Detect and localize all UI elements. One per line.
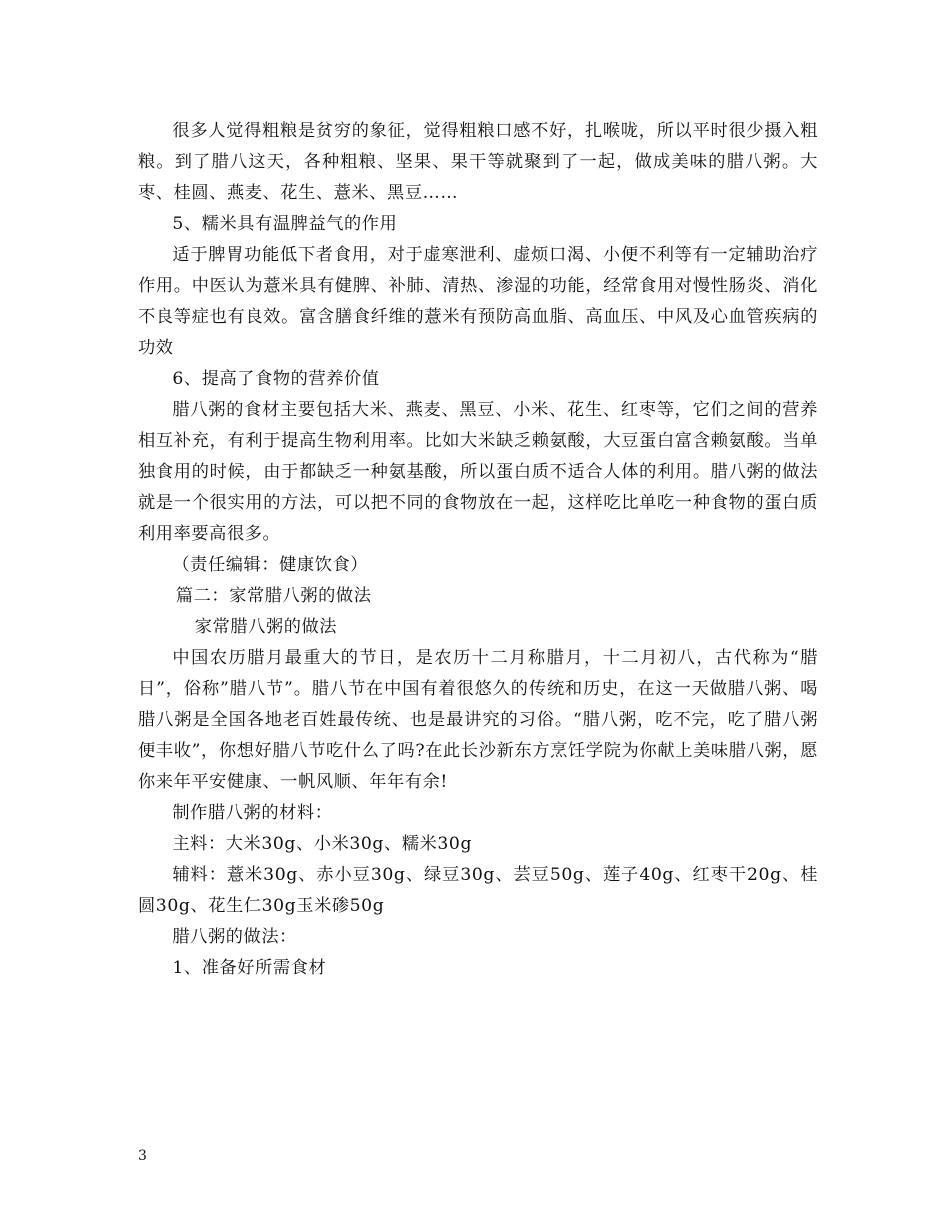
main-ingredients: 主料：大米30g、小米30g、糯米30g [172, 834, 473, 854]
page-number: 3 [138, 1148, 147, 1164]
editor-note: （责任编辑：健康饮食） [172, 555, 369, 575]
chapter-subtitle: 家常腊八粥的做法 [194, 617, 338, 637]
document-body [138, 116, 818, 984]
step-one: 1、准备好所需食材 [172, 958, 327, 978]
section-heading-glutinous-rice: 5、糯米具有温脾益气的作用 [172, 214, 398, 234]
auxiliary-ingredients: 辅料：薏米30g、赤小豆30g、绿豆30g、芸豆50g、莲子40g、红枣干20g、桂圆30g、花生仁30g玉米碜50g [138, 865, 818, 916]
materials-heading: 制作腊八粥的材料： [172, 803, 333, 823]
paragraph-ingredients-nutrition: 腊八粥的食材主要包括大米、燕麦、黑豆、小米、花生、红枣等，它们之间的营养相互补充，有利于提高生物利用率。比如大米缺乏赖氨酸，大豆蛋白富含赖氨酸。当单独食用的时候，由于都缺乏一种氨基酸，所以蛋白质不适合人体的利用。腊八粥的做法就是一个很实用的方法，可以把不同的食物放在一起，这样吃比单吃一种食物的蛋白质利用率要高很多。 [138, 400, 818, 544]
method-heading: 腊八粥的做法： [172, 927, 297, 947]
paragraph-laba-festival: 中国农历腊月最重大的节日，是农历十二月称腊月，十二月初八，古代称为“腊日”，俗称”腊八节”。腊八节在中国有着很悠久的传统和历史，在这一天做腊八粥、喝腊八粥是全国各地老百姓最传统、也是最讲究的习俗。“腊八粥，吃不完，吃了腊八粥便丰收”，你想好腊八节吃什么了吗?在此长沙新东方烹饪学院为你献上美味腊八粥，愿你来年平安健康、一帆风顺、年年有余! [138, 648, 818, 792]
paragraph-spleen-stomach: 适于脾胃功能低下者食用，对于虚寒泄利、虚烦口渴、小便不利等有一定辅助治疗作用。中医认为薏米具有健脾、补肺、清热、渗湿的功能，经常食用对慢性肠炎、消化不良等症也有良效。富含膳食纤维的薏米有预防高血脂、高血压、中风及心血管疾病的功效 [138, 245, 818, 358]
paragraph-coarse-grains: 很多人觉得粗粮是贫穷的象征，觉得粗粮口感不好，扎喉咙，所以平时很少摄入粗粮。到了腊八这天，各种粗粮、坚果、果干等就聚到了一起，做成美味的腊八粥。大枣、桂圆、燕麦、花生、薏米、黑豆…… [138, 121, 818, 203]
section-heading-nutrition-value: 6、提高了食物的营养价值 [172, 369, 380, 389]
chapter-heading-part-two: 篇二：家常腊八粥的做法 [175, 586, 372, 606]
